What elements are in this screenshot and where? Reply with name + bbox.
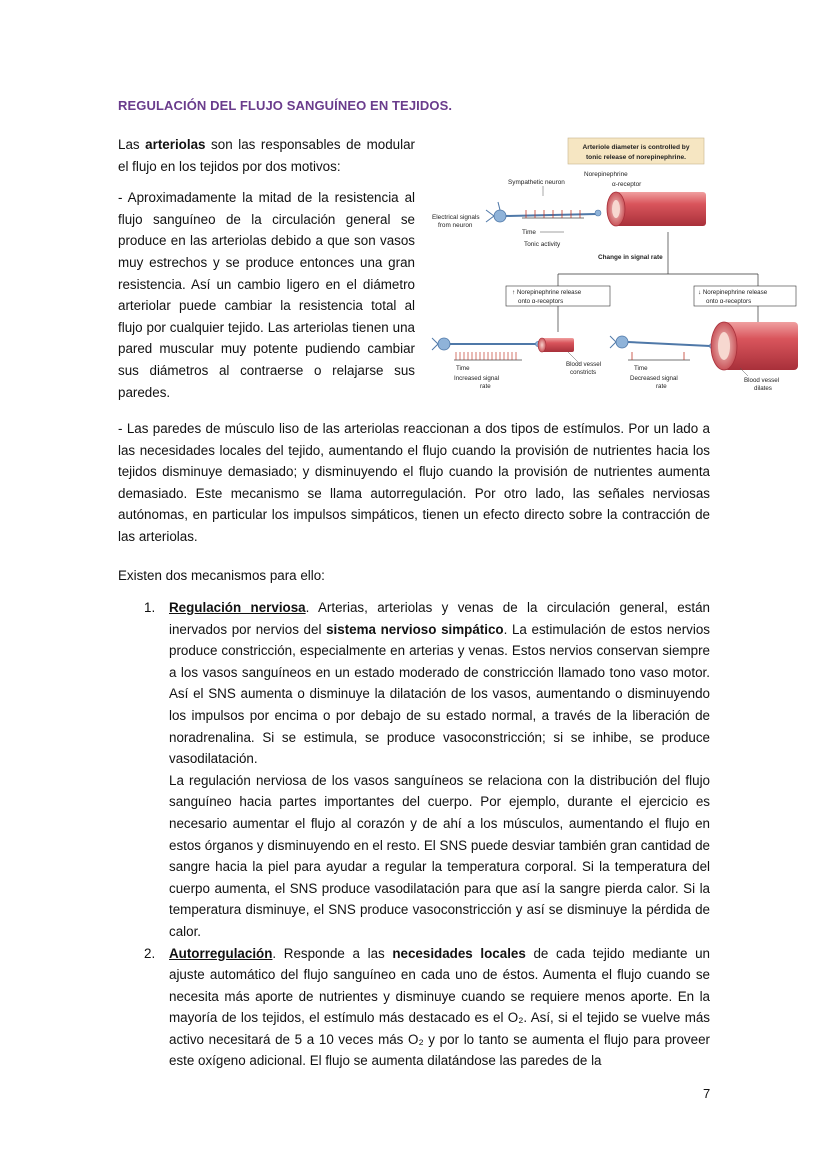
label-change-signal-rate: Change in signal rate <box>598 254 663 261</box>
vessel-dilated <box>711 322 798 370</box>
label-dilates-2: dilates <box>754 385 772 392</box>
increased-spike-train <box>454 352 522 360</box>
box-increase-line-1: ↑ Norepinephrine release <box>512 289 582 296</box>
label-time-right: Time <box>634 365 648 372</box>
banner-line-1: Arteriole diameter is controlled by <box>582 144 690 151</box>
label-increased-1: Increased signal <box>454 375 500 382</box>
item-2-paragraph <box>169 943 710 1073</box>
vessel-constricted <box>538 338 574 352</box>
vessel-top <box>607 192 706 226</box>
label-constricts-1: Blood vessel <box>566 361 602 368</box>
label-sympathetic-neuron: Sympathetic neuron <box>508 179 565 186</box>
label-alpha-receptor: α-receptor <box>612 181 642 188</box>
reason-1-paragraph: - Aproximadamente la mitad de la resistencia al flujo sanguíneo de la circulación general se produce en las arteriolas debido a que son vasos muy estrechos y se produce entonces una gran resistencia. Así un cambio ligero en el diámetro arteriolar puede cambiar la resistencia total al flujo por cualquier tejido. Las arteriolas tienen una pared muscular muy potente pudiendo cambiar sus diámetros al contraerse o relajarse sus paredes. <box>118 190 415 400</box>
neuron-icon-left <box>432 338 541 350</box>
intro-column <box>118 134 415 413</box>
neuron-icon-right <box>610 336 715 349</box>
list-item <box>118 597 710 943</box>
mechanisms-intro <box>118 565 710 587</box>
item-2-bold: necesidades locales <box>392 945 526 961</box>
item-1-paragraph <box>169 597 710 770</box>
label-time-top: Time <box>522 229 536 236</box>
intro-text-post: son las responsables de modular el flujo en los tejidos por dos motivos: <box>118 137 415 174</box>
label-electrical-signals-1: Electrical signals <box>432 214 480 221</box>
item-1-heading: Regulación nerviosa <box>169 600 306 615</box>
label-increased-2: rate <box>480 383 491 390</box>
item-1-bold: sistema nervioso simpático <box>326 621 504 637</box>
list-item-number: 2. <box>144 945 156 961</box>
reason-2-text: - Las paredes de músculo liso de las arteriolas reaccionan a dos tipos de estímulos. Por un lado a las necesidades locales del tejido, aumentando el flujo cuando la provisión de nutrientes hacia los tejidos disminuye demasiado; y disminuyendo el flujo cuando la provisión de nutrientes aumenta demasiado. Este mecanismo se llama autorregulación. Por otro lado, las señales nerviosas autónomas, en particular los impulsos simpáticos, tienen un efecto directo sobre la contracción de las arteriolas. <box>118 421 710 544</box>
decreased-spike-train <box>628 352 690 360</box>
intro-paragraph <box>118 134 415 177</box>
item-1-text-a: . Arterias, arteriolas y venas de la circulación general, están inervados por nervios del <box>169 600 710 637</box>
reason-2-paragraph <box>118 418 710 548</box>
box-increase-line-2: onto α-receptors <box>518 298 564 305</box>
label-constricts-2: constricts <box>570 369 597 376</box>
item-2-text-a: . Responde a las <box>272 945 393 961</box>
label-tonic-activity: Tonic activity <box>524 241 561 248</box>
item-1-text-b: . La estimulación de estos nervios produce constricción, especialmente en arterias y venas. Estos nervios conservan siempre a los vasos sanguíneos en un estado moderado de constricción llamado tono vaso motor. Así el SNS aumenta o disminuye la dilatación de los vasos, aumentando o disminuyendo los impulsos por encima o por debajo de su estado normal, a través de la liberación de noradrenalina. Si se estimula, se produce vasoconstricción; si se inhibe, se produce vasodilatación. <box>169 621 710 767</box>
neuron-icon <box>486 202 601 222</box>
list-item-number: 1. <box>144 600 156 615</box>
item-2-heading: Autorregulación <box>169 945 273 961</box>
arteriole-diagram <box>428 136 800 398</box>
label-decreased-1: Decreased signal <box>630 375 678 382</box>
item-1-paragraph-2: La regulación nerviosa de los vasos sanguíneos se relaciona con la distribución del flujo sanguíneo hacia partes importantes del cuerpo. Por ejemplo, durante el ejercicio es necesario aumentar el flujo al corazón y de ahí a los músculos, aumentando el flujo en estos órganos y disminuyendo en el resto. El SNS puede desviar también gran cantidad de sangre hacia la piel para ayudar a regular la temperatura corporal. Si la temperatura del cuerpo aumenta, el SNS produce vasodilatación para que así la sangre pierda calor. Si la temperatura disminuye, el SNS produce vasoconstricción y así se disminuye la pérdida de calor. <box>169 772 710 939</box>
mechanisms-intro-text: Existen dos mecanismos para ello: <box>118 568 325 583</box>
box-decrease-line-1: ↓ Norepinephrine release <box>698 289 768 296</box>
label-decreased-2: rate <box>656 383 667 390</box>
intro-bold-arteriolas: arteriolas <box>145 137 206 152</box>
label-electrical-signals-2: from neuron <box>438 222 473 229</box>
section-title: REGULACIÓN DEL FLUJO SANGUÍNEO EN TEJIDOS. <box>118 98 453 113</box>
box-decrease-line-2: onto α-receptors <box>706 298 752 305</box>
intro-text-pre: Las <box>118 137 146 152</box>
page-number: 7 <box>703 1086 711 1101</box>
list-item <box>118 943 710 1073</box>
mechanisms-list <box>118 597 710 1072</box>
label-norepinephrine: Norepinephrine <box>584 171 628 178</box>
label-time-left: Time <box>456 365 470 372</box>
label-dilates-1: Blood vessel <box>744 377 780 384</box>
item-2-text-b: de cada tejido mediante un ajuste automático del flujo sanguíneo en cada uno de éstos. Aumenta el flujo cuando se necesita más aporte de nutrientes y disminuye cuando se requiere menos aporte. En la mayoría de los tejidos, el estímulo más destacado es el O₂. Así, si el tejido se vuelve más activo necesitará de 5 a 10 veces más O₂ y por lo tanto se aumenta el flujo para proveer este oxígeno adicional. El flujo se aumenta dilatándose las paredes de la <box>169 945 710 1069</box>
banner-line-2: tonic release of norepinephrine. <box>585 154 687 161</box>
